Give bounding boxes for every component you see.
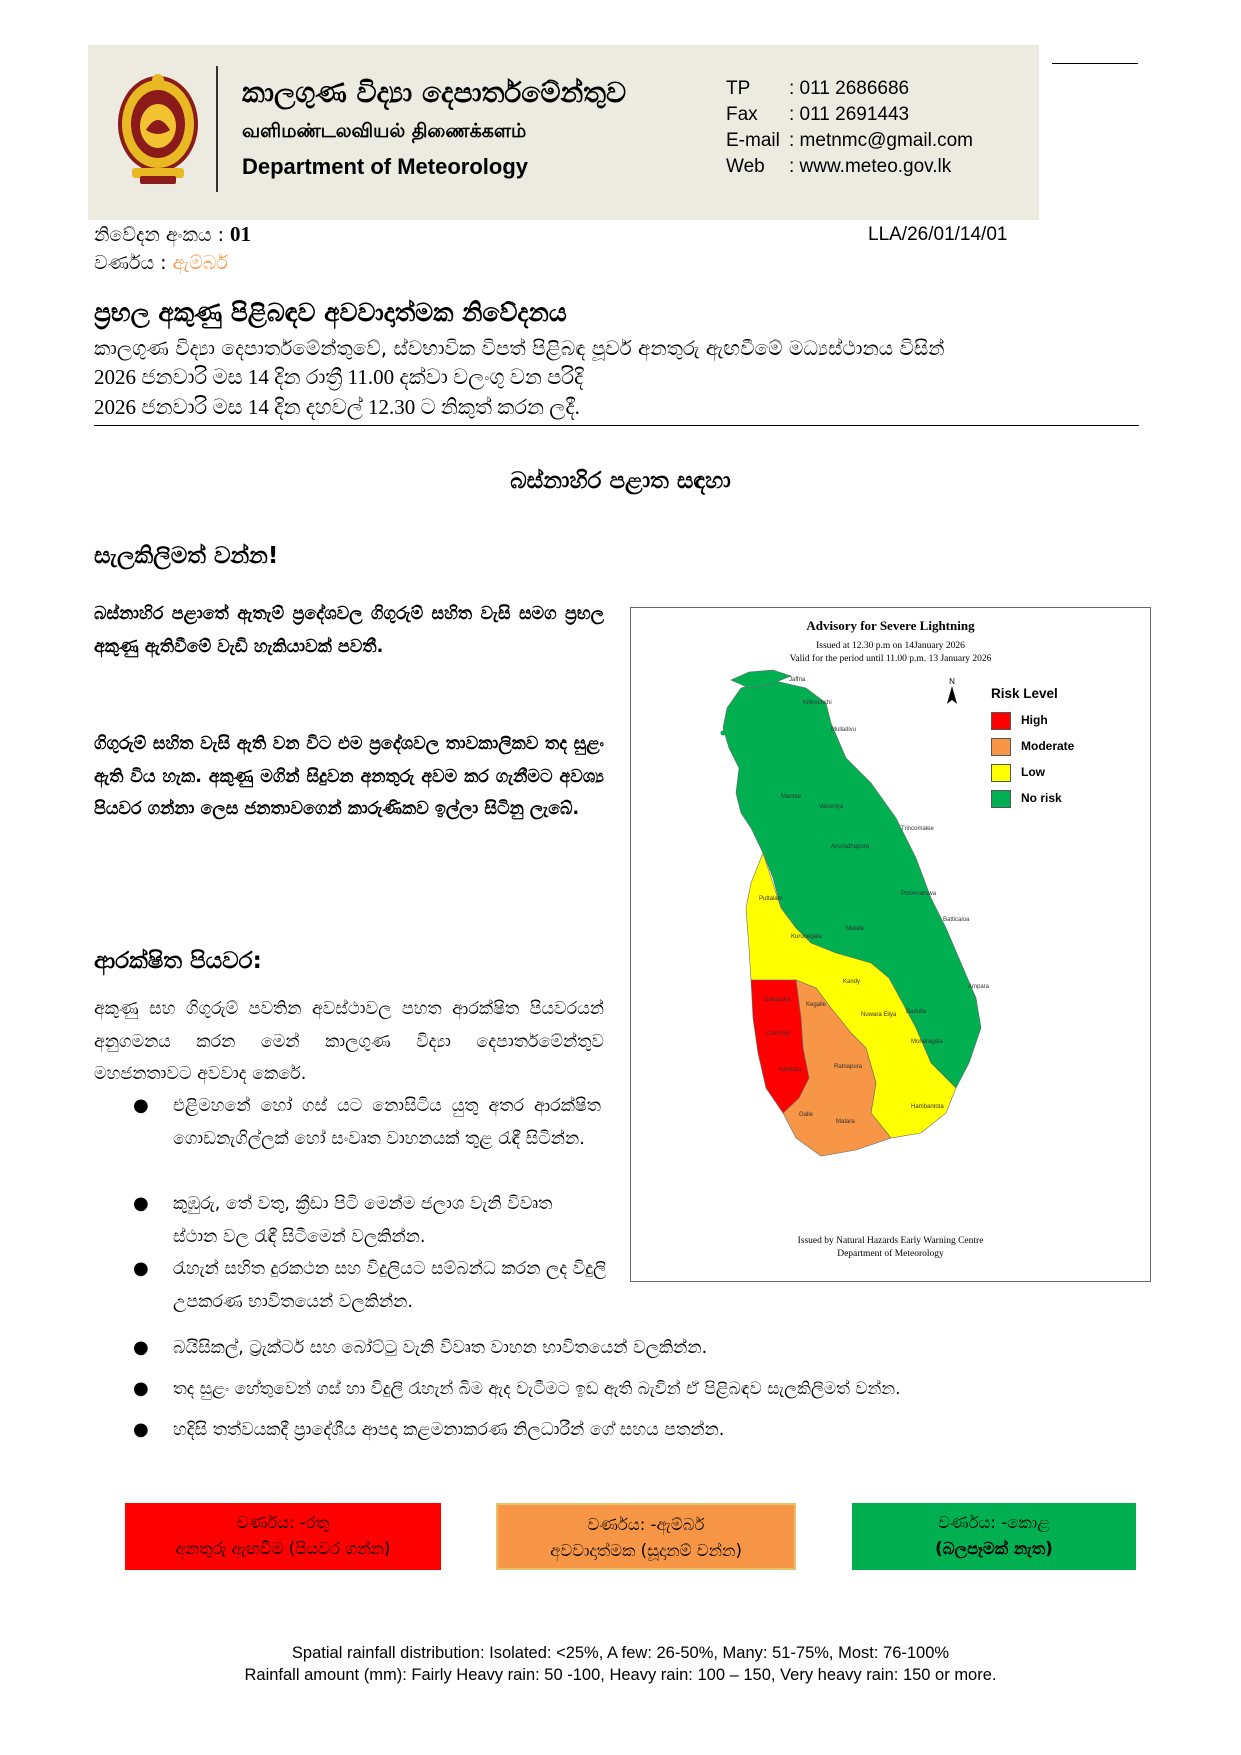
- district-label: Galle: [799, 1112, 814, 1118]
- card-red-title: වර්ණය: -රතු: [236, 1513, 330, 1532]
- sri-lanka-map: [631, 608, 1150, 1281]
- footer-distribution: Spatial rainfall distribution: Isolated: <25%, A few: 26-50%, Many: 51-75%, Most: 76-100%: [291, 1644, 950, 1662]
- contact-email[interactable]: E-mail : metnmc@gmail.com: [726, 130, 973, 151]
- precaution-item: ● එළිමහනේ හෝ ගස් යට නොසිටිය යුතු අතර ආරක්ෂිත ගොඩනැගිල්ලක් හෝ සංවෘත වාහනයක් තුළ රැඳී සිටින්න.: [133, 1095, 601, 1149]
- precaution-item: ● බයිසිකල්, ට්‍රැක්ටර් සහ බෝට්ටු වැනි විවෘත වාහන භාවිතයෙන් වලකින්න.: [133, 1337, 708, 1358]
- footer-amount: Rainfall amount (mm): Fairly Heavy rain: 50 -100, Heavy rain: 100 – 150, Very heavy rain: 150 or more.: [244, 1666, 997, 1684]
- header-divider: [216, 66, 218, 192]
- legend-item-low: Low: [991, 764, 1045, 782]
- district-label: Ampara: [968, 984, 990, 990]
- svg-text:N: N: [949, 677, 955, 686]
- precaution-item: ● රැහැන් සහිත දුරකථන සහ විදුලියට සම්බන්ධ කරන ලද විදුලි උපකරණ භාවිතයෙන් වලකින්න.: [133, 1258, 607, 1312]
- notice-title: ප්‍රභල අකුණු පිළිබඳව අවවාදාත්මක නිවේදනය: [94, 298, 567, 327]
- district-label: Jaffna: [789, 677, 806, 683]
- district-label: Mannar: [781, 794, 802, 800]
- map-footer-issuer: Issued by Natural Hazards Early Warning Centre: [797, 1236, 984, 1246]
- map-footer-department: Department of Meteorology: [837, 1249, 944, 1259]
- district-label: Polonnaruwa: [901, 891, 937, 897]
- contact-fax: Fax : 011 2691443: [726, 104, 910, 125]
- precautions-intro: අකුණු සහ ගිගුරුම් පවතින අවස්ථාවල පහත ආරක්ෂිත පියවරයන් අනුගමනය කරන මෙන් කාලගුණ විද්‍යා දෙපාර්තමේන්තුව මහජනතාවට අවවාද කෙරේ.: [94, 999, 604, 1084]
- precaution-item: ● කුඹුරු, තේ වතු, ක්‍රීඩා පිටි මෙන්ම ජලාශ වැනි විවෘත ස්ථාන වල රැඳී සිටීමෙන් වලකින්න.: [133, 1193, 553, 1247]
- card-amber-title: වර්ණය: -ඇම්බර්: [587, 1515, 705, 1534]
- dept-name-tamil: வளிமண்டலவியல் திணைக்களம்: [242, 120, 527, 142]
- district-label: Badulla: [906, 1009, 927, 1015]
- region-heading: බස්නාහිර පළාත සඳහා: [510, 468, 731, 494]
- precautions-heading: ආරක්ෂිත පියවර:: [94, 948, 262, 974]
- precaution-item: ● තද සුළං හේතුවෙන් ගස් හා විදුලි රැහැන් බිම ඇද වැටීමට ඉඩ ඇති බැවින් ඒ පිළිබඳව සැලකිලිමත් වන්න.: [133, 1378, 901, 1399]
- district-label: Kilinochchi: [803, 700, 832, 706]
- card-green-title: වර්ණය: -කොළ: [938, 1513, 1050, 1532]
- district-label: Trincomalee: [901, 826, 934, 832]
- paragraph-risk: බස්නාහිර පළාතේ ඇතැම් ප්‍රදේශවල ගිගුරුම් සහිත වැසි සමග ප්‍රභල අකුණු ඇතිවීමේ වැඩි හැකියාවක් පවතී.: [94, 604, 604, 657]
- district-label: Kegalle: [806, 1002, 827, 1008]
- district-label: Batticaloa: [943, 917, 970, 923]
- legend-swatch: [991, 712, 1011, 730]
- district-label: Hambantota: [911, 1104, 944, 1110]
- district-label: Kurunegala: [791, 934, 822, 940]
- district-label: Ratnapura: [834, 1064, 863, 1070]
- card-amber-desc: අවවාදාත්මක (සූදානම් වන්න): [550, 1541, 742, 1560]
- notice-number: නිවේදන අංකය : 01: [94, 222, 252, 246]
- dept-name-english: Department of Meteorology: [242, 154, 529, 179]
- color-card-red: [125, 1503, 441, 1570]
- district-label: Kandy: [843, 979, 861, 985]
- district-label: Matara: [836, 1119, 855, 1125]
- legend-swatch: [991, 738, 1011, 756]
- horizontal-rule: [94, 425, 1139, 426]
- caution-heading: සැලකිලිමත් වන්න!: [94, 543, 279, 569]
- legend-item-moderate: Moderate: [991, 738, 1074, 756]
- legend-title: Risk Level: [991, 686, 1058, 701]
- notice-line-3: 2026 ජනවාරි මස 14 දින දහවල් 12.30 ට නිකුත් කරන ලදී.: [94, 395, 580, 419]
- reference-code: LLA/26/01/14/01: [868, 224, 1008, 245]
- legend-swatch: [991, 764, 1011, 782]
- color-card-amber: [496, 1503, 796, 1570]
- map-valid: Valid for the period until 11.00 p.m. 13 January 2026: [789, 654, 992, 664]
- district-label: Mullaitivu: [831, 727, 857, 733]
- top-right-rule: [1052, 63, 1138, 64]
- north-arrow-icon: [947, 677, 957, 704]
- card-green-desc: (බලපෑමක් නැත): [935, 1539, 1053, 1558]
- color-card-green: [852, 1503, 1136, 1570]
- district-label: Colombo: [766, 1031, 791, 1037]
- notice-line-1: කාලගුණ විද්‍යා දෙපාර්තමේන්තුවේ, ස්වභාවික විපත් පිළිබඳ පූර්ව අනතුරු ඇඟවීමේ මධ්‍යස්ථානය විසින්: [94, 336, 945, 360]
- legend-swatch: [991, 790, 1011, 808]
- legend-item-no-risk: No risk: [991, 790, 1062, 808]
- district-label: Matale: [846, 926, 865, 932]
- map-issued: Issued at 12.30 p.m on 14January 2026: [816, 641, 965, 651]
- map-title: Advisory for Severe Lightning: [806, 618, 975, 633]
- district-label: Monaragala: [911, 1039, 943, 1045]
- dept-name-sinhala: කාලගුණ විද්‍යා දෙපාර්තමේන්තුව: [242, 76, 627, 109]
- district-label: Gampaha: [764, 997, 791, 1003]
- paragraph-advice: ගිගුරුම් සහිත වැසි ඇති වන විට එම ප්‍රදේශවල තාවකාලිකව තද සුළං ඇති විය හැක. අකුණු මගින් සිදුවන අනතුරු අවම කර ගැනීමට අවශ්‍ය පියවර ගන්නා ලෙස ජනතාවගෙන් කාරුණිකව ඉල්ලා සිටිනු ලැබේ.: [94, 734, 604, 819]
- national-emblem-icon: [112, 68, 204, 188]
- legend-item-high: High: [991, 712, 1048, 730]
- district-label: Vavuniya: [819, 804, 844, 810]
- district-label: Puttalam: [759, 896, 783, 902]
- notice-line-2: 2026 ජනවාරි මස 14 දින රාත්‍රී 11.00 දක්වා වලංගු වන පරිදි: [94, 365, 584, 389]
- card-red-desc: අනතුරු ඇඟවීම (පියවර ගන්න): [175, 1539, 391, 1558]
- lightning-risk-map: [630, 607, 1151, 1282]
- precaution-item: ● හදිසි තත්වයකදී ප්‍රාදේශීය ආපදා කළමනාකරණ නිලධාරීන් ගේ සහය පතන්න.: [133, 1419, 725, 1440]
- contact-phone: TP : 011 2686686: [726, 78, 910, 99]
- warning-color: වර්ණය : ඇම්බර්: [94, 252, 228, 274]
- contact-web[interactable]: Web : www.meteo.gov.lk: [726, 156, 952, 177]
- district-label: Nuwara Eliya: [861, 1012, 897, 1018]
- district-label: Kalutara: [779, 1067, 802, 1073]
- district-label: Anuradhapura: [831, 844, 870, 850]
